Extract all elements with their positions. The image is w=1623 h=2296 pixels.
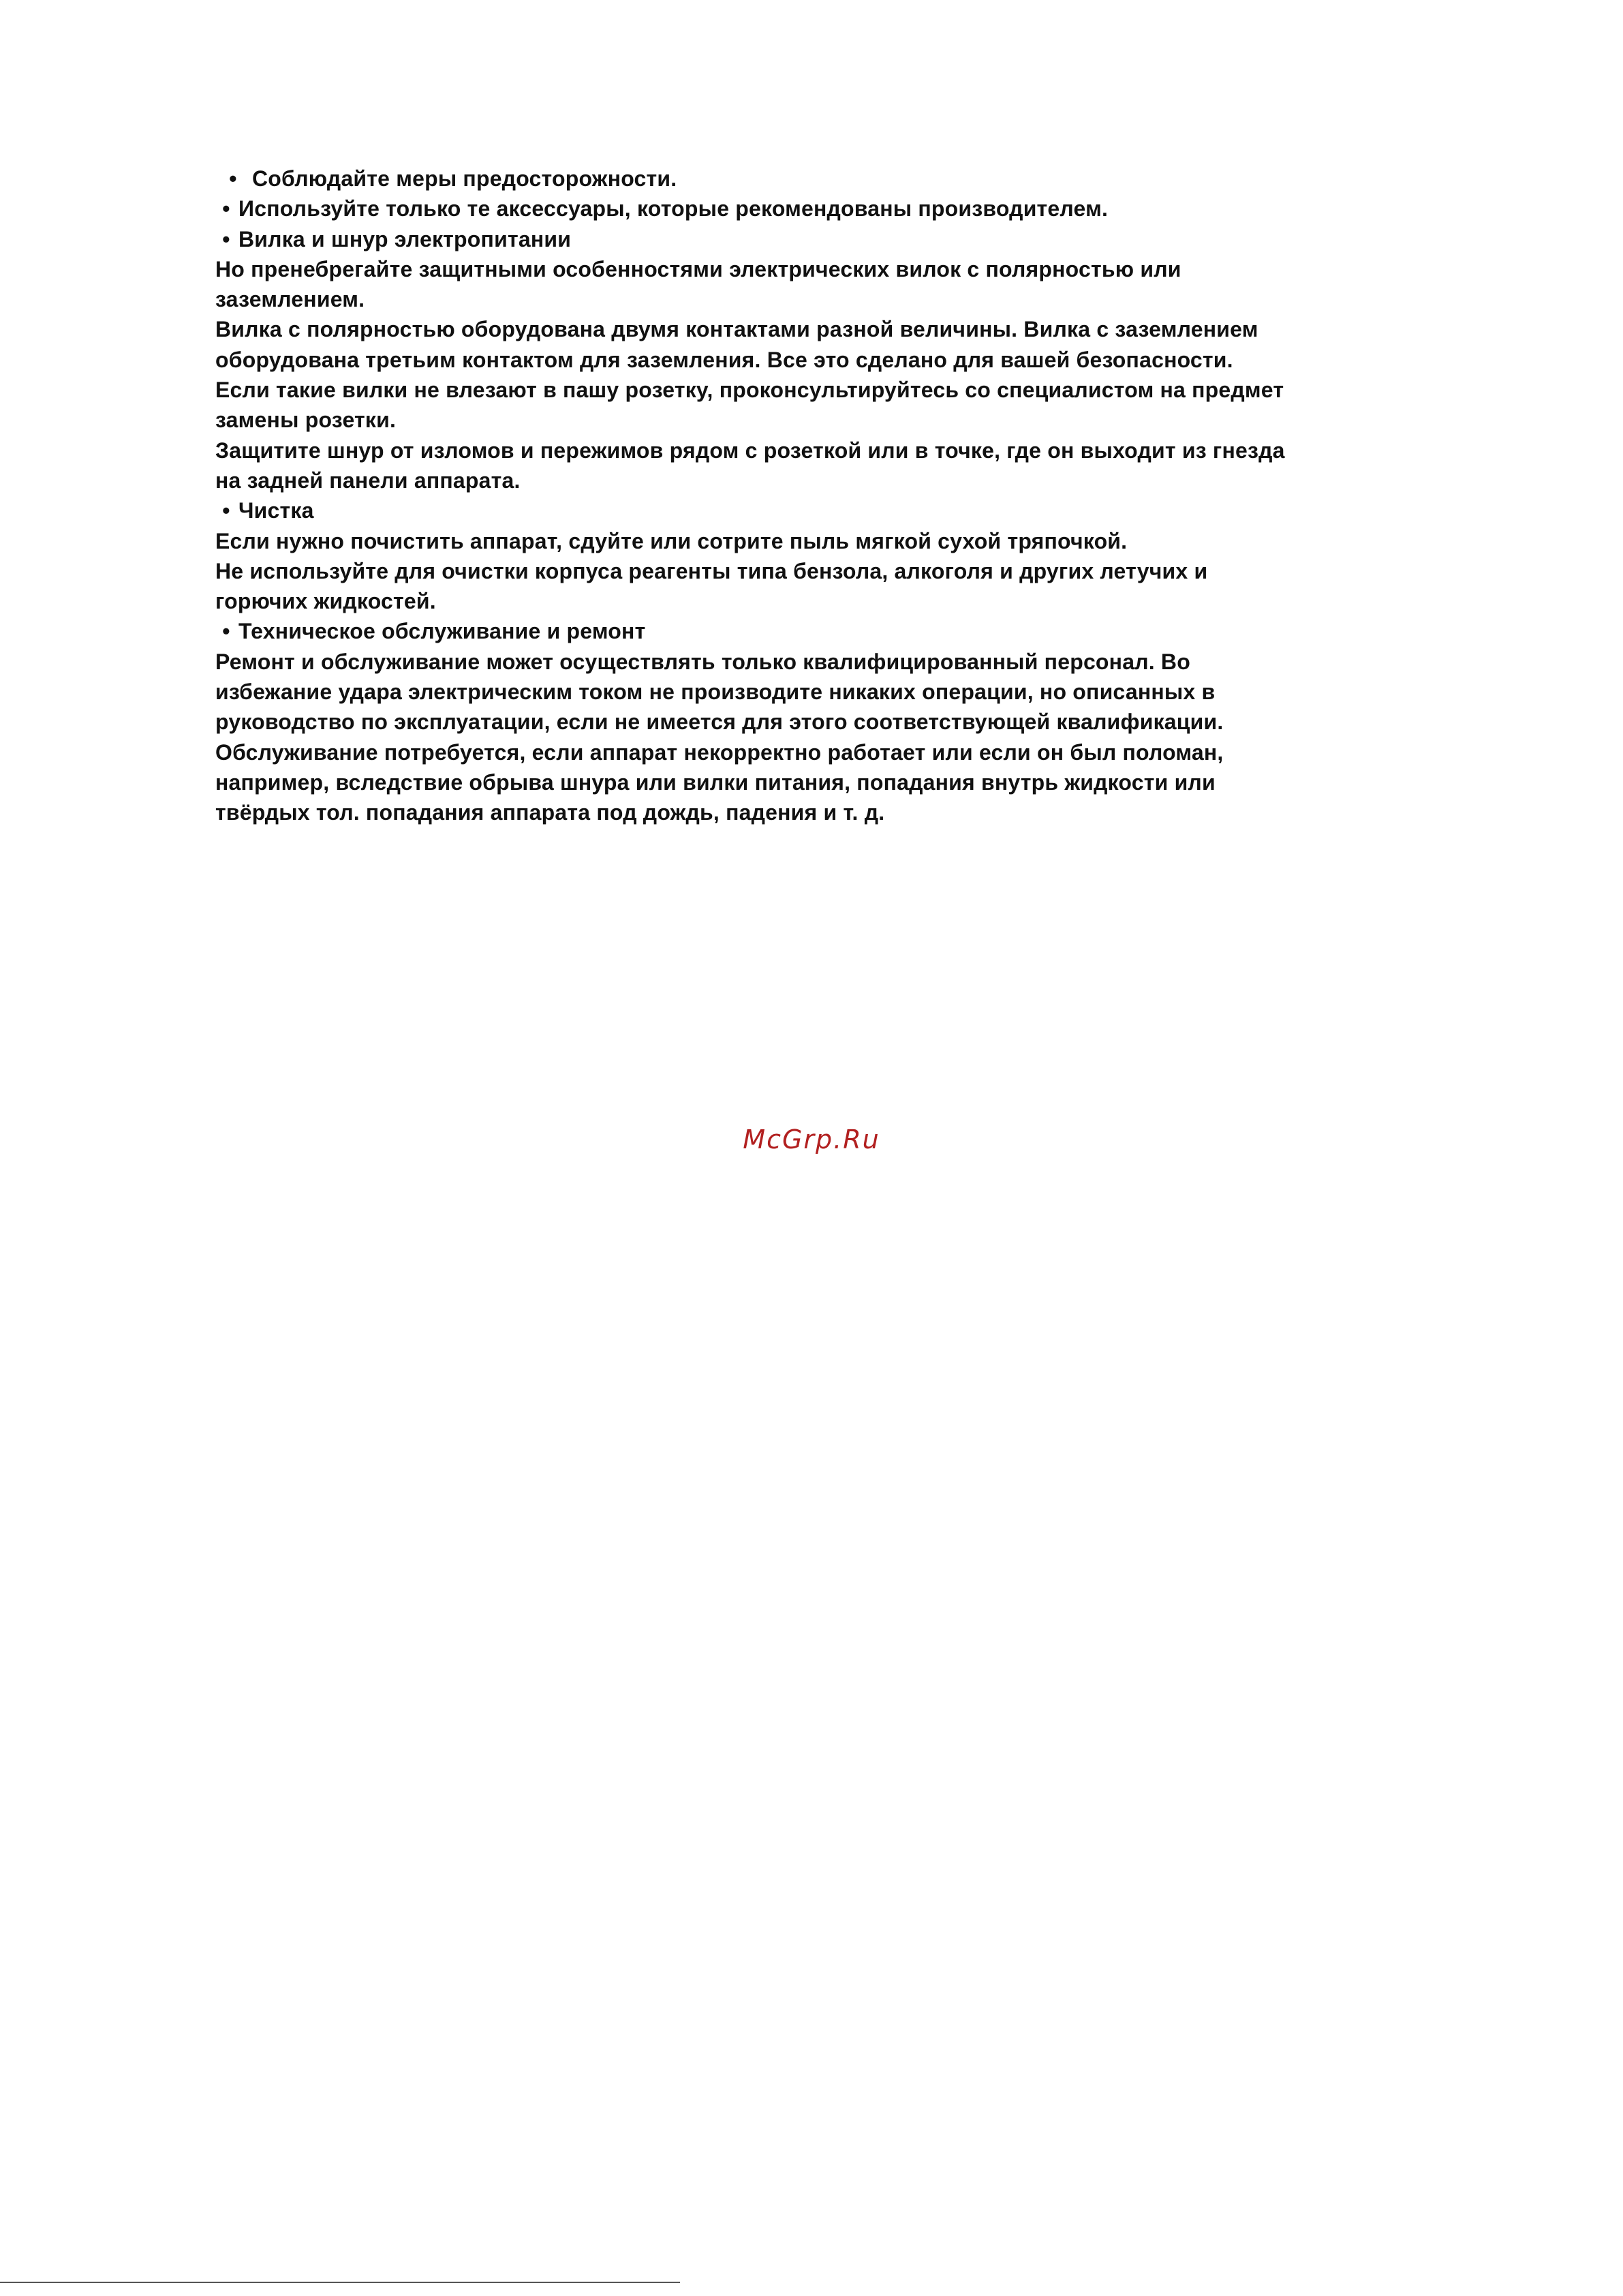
text-line: Не используйте для очистки корпуса реагенты типа бензола, алкоголя и других летучих и — [215, 558, 1208, 583]
bullet-marker: • — [229, 166, 237, 191]
text-line: Но пренебрегайте защитными особенностями электрических вилок с полярностью или — [215, 256, 1181, 281]
bullet-text: Соблюдайте меры предосторожности. — [252, 166, 677, 191]
text-line: твёрдых тол. попадания аппарата под дождь, падения и т. д. — [215, 800, 885, 825]
text-line: на задней панели аппарата. — [215, 468, 521, 493]
bullet-item — [215, 224, 1455, 254]
text-line: Обслуживание потребуется, если аппарат некорректно работает или если он был поломан, — [215, 739, 1224, 765]
text-line: руководство по эксплуатации, если не имеется для этого соответствующей квалификации. — [215, 709, 1224, 735]
bullet-text: Техническое обслуживание и ремонт — [238, 619, 646, 644]
text-line: Если такие вилки не влезают в пашу розетку, проконсультируйтесь со специалистом на предмет — [215, 378, 1284, 403]
bullet-item — [215, 495, 1455, 525]
text-line: замены розетки. — [215, 408, 397, 433]
text-line: оборудована третьим контактом для заземления. Все это сделано для вашей безопасности. — [215, 347, 1233, 372]
document-body — [215, 164, 1455, 828]
text-line: Ремонт и обслуживание может осуществлять только квалифицированный персонал. Во — [215, 649, 1190, 674]
bullet-text: Вилка и шнур электропитании — [238, 226, 572, 251]
bullet-text: Используйте только те аксессуары, которые рекомендованы производителем. — [238, 196, 1109, 221]
bullet-marker: • — [222, 226, 230, 251]
text-line: заземлением. — [215, 287, 365, 312]
text-line: избежание удара электрическим током не производите никаких операции, но описанных в — [215, 679, 1216, 705]
bullet-item — [215, 164, 1455, 194]
bullet-item — [215, 616, 1455, 646]
watermark: McGrp.Ru — [743, 1124, 880, 1154]
bullet-marker: • — [222, 196, 230, 221]
text-line: Вилка с полярностью оборудована двумя контактами разной величины. Вилка с заземлением — [215, 317, 1258, 342]
text-line: Если нужно почистить аппарат, сдуйте или сотрите пыль мягкой сухой тряпочкой. — [215, 528, 1128, 553]
bullet-marker: • — [222, 619, 230, 644]
text-line: например, вследствие обрыва шнура или вилки питания, попадания внутрь жидкости или — [215, 769, 1216, 795]
footer-divider — [0, 2282, 680, 2283]
bullet-text: Чистка — [238, 498, 314, 523]
bullet-item — [215, 194, 1455, 224]
text-line: горючих жидкостей. — [215, 589, 436, 614]
bullet-marker: • — [222, 498, 230, 523]
text-line: Защитите шнур от изломов и пережимов рядом с розеткой или в точке, где он выходит из гнезда — [215, 438, 1285, 463]
